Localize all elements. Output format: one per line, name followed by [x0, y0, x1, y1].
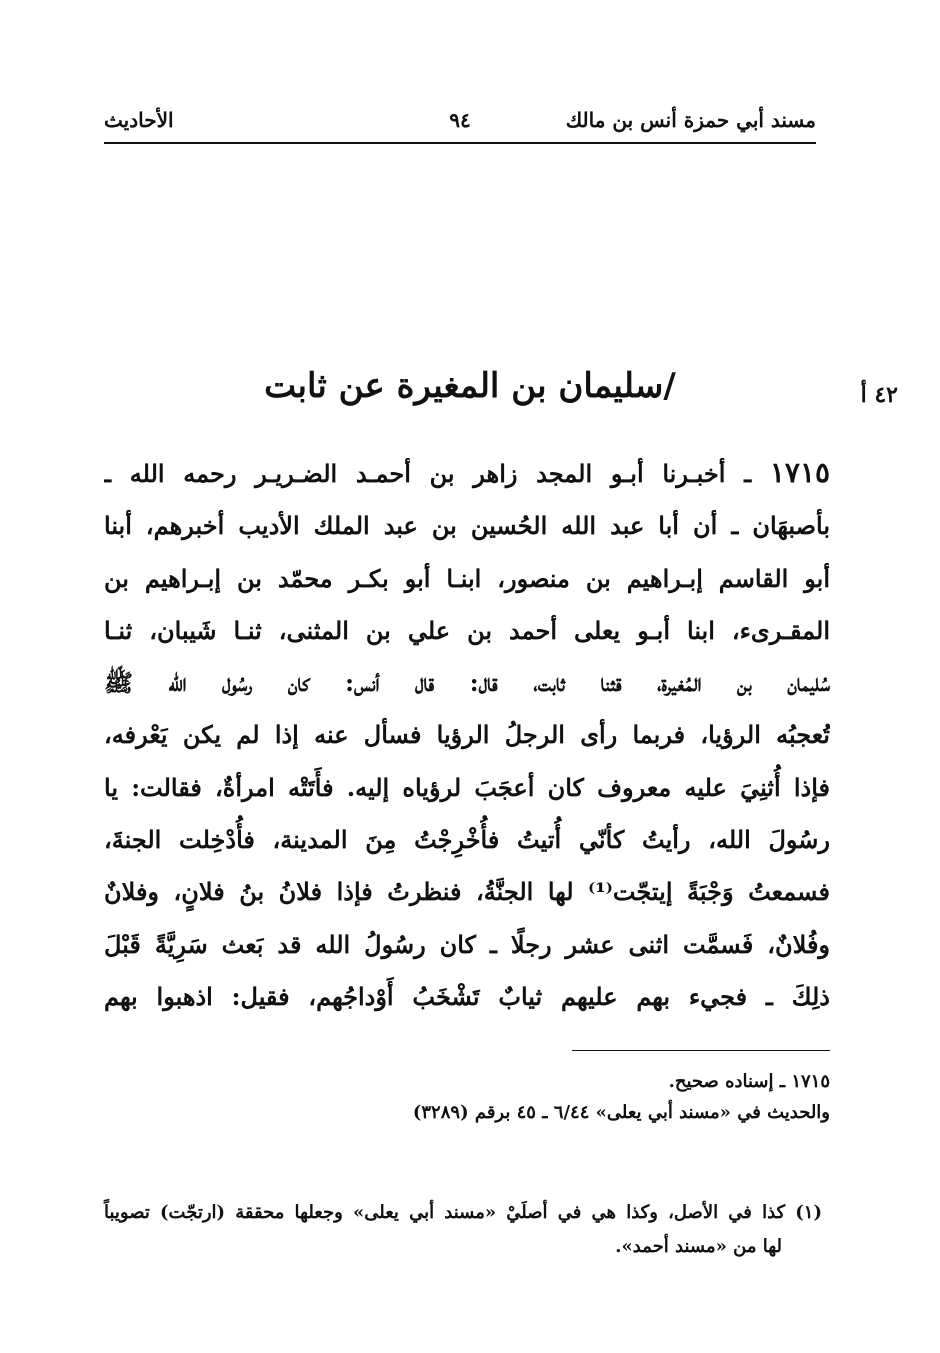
header-book-title: مسند أبي حمزة أنس بن مالك: [565, 108, 816, 132]
notes-separator: [572, 1050, 830, 1051]
header-page-number: ٩٤: [449, 108, 471, 132]
footnote: [104, 1196, 822, 1264]
hadith-line: رسُولَ الله، رأيتُ كأنّي أُتيتُ فأُخْرِجْتُ مِنَ المدينة، فأُدْخِلت الجنةَ،: [104, 825, 830, 855]
footnote-line: (١) كذا في الأصل، وكذا هي في أصلَيْ «مسند أبي يعلى» وجعلها محققة (ارتجّت) تصويباً: [104, 1202, 822, 1223]
hadith-line: [104, 447, 830, 500]
hadith-line: بأصبهَان ـ أن أبا عبد الله الحُسين بن عبد الملك الأديب أخبرهم، أبنا: [104, 511, 830, 541]
hadith-line: ذلِكَ ـ فجيء بهم عليهم ثيابٌ تَشْخَبُ أَوْداجُهم، فقيل: اذهبوا بهم: [104, 981, 830, 1011]
hadith-line-text: ـ أخبـرنا أبـو المجد زاهر بن أحمـد الضـريـر رحمه الله ـ: [104, 459, 752, 488]
hadith-line: وفُلانٌ، فَسمَّت اثنى عشر رجلًا ـ كان رسُولُ الله قد بَعث سَرِيَّةً قَبْلَ: [104, 929, 830, 959]
header-rule: [104, 142, 816, 144]
hadith-line: فإذا أُثنِيَ عليه معروف كان أعجَبَ لرؤياه إليه. فأَتَتْه امرأةٌ، فقالت: يا: [104, 772, 830, 802]
header-section: الأحاديث: [104, 108, 174, 132]
footnote-line: لها من «مسند أحمد».: [615, 1236, 782, 1257]
manuscript-folio-note: ٤٢ أ: [860, 382, 898, 408]
hadith-number: ١٧١٥: [769, 456, 830, 489]
running-header: [104, 108, 816, 142]
hadith-line: تُعجبُه الرؤيا، فربما رأى الرجلُ الرؤيا فسأل عنه إذا لم يكن يَعْرفه،: [104, 720, 830, 750]
hadith-line: سُليمان بن المُغيرة، قثنا ثابت، قال: قال أنس: كان رسُول الله ﷺ: [104, 668, 830, 698]
hadith-line: المقـرىء، ابنا أبـو يعلى أحمد بن علي بن المثنى، ثنـا شَيبان، ثنـا: [104, 615, 830, 645]
hadith-line: فسمعتُ وَجْبَةً إيتجّت⁽¹⁾ لها الجنَّةُ، فنظرتُ فإذا فلانُ بنُ فلانٍ، وفلانٌ: [104, 877, 830, 907]
note-source-reference: والحديث في «مسند أبي يعلى» ٦/٤٤ ـ ٤٥ برقم (٣٢٨٩): [412, 1102, 830, 1123]
hadith-body: [104, 447, 830, 1023]
editor-notes: [250, 1066, 830, 1128]
chapter-title: /سليمان بن المغيرة عن ثابت: [264, 366, 676, 406]
note-isnad-grade: ١٧١٥ ـ إسناده صحيح.: [668, 1071, 830, 1092]
hadith-line: أبو القاسم إبـراهيم بن منصور، ابنـا أبو بكـر محمّد بن إبـراهيم بن: [104, 563, 830, 593]
